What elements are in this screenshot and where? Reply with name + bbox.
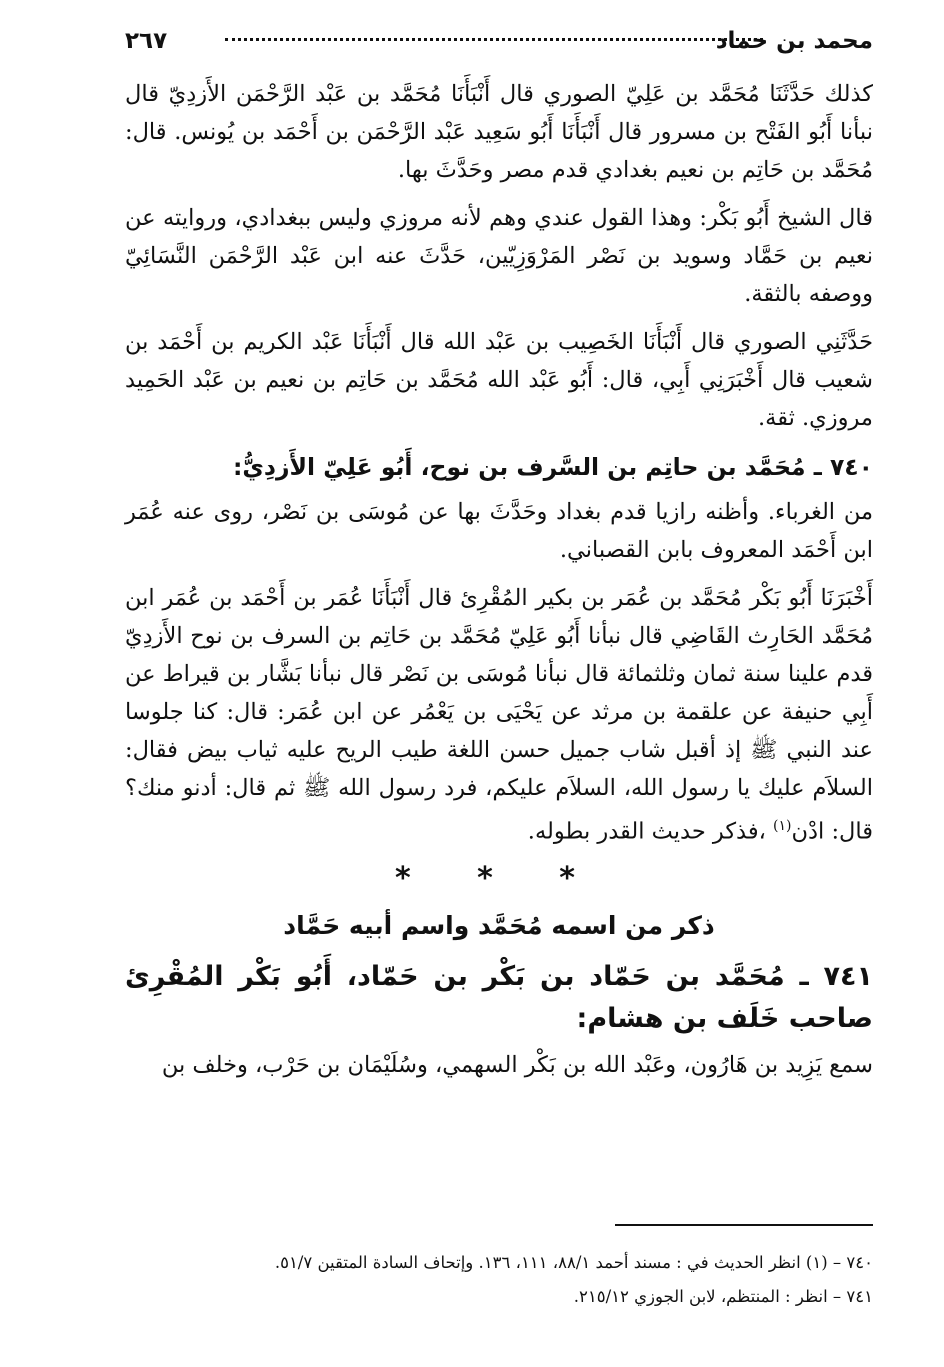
section-ornament: * * * [395, 860, 603, 896]
paragraph-5 [125, 579, 873, 851]
leader-dots [225, 38, 763, 41]
paragraph-1: كذلك حَدَّثَنَا مُحَمَّد بن عَلِيّ الصوري قال أَنْبَأَنَا مُحَمَّد بن عَبْد الرَّحْمَن الأَزدِيّ قال نبأنا أَبُو الفَتْح بن مسرور قال أَنْبَأَنَا أَبُو سَعِيد عَبْد الرَّحْمَن بن أَحْمَد بن يُونس. قال: مُحَمَّد بن حَاتِم بن نعيم بغدادي قدم مصر وحَدَّثَ بها. [125, 81, 873, 183]
footnote-marker: (١) [773, 818, 792, 834]
footnote-740: ٧٤٠ – (١) انظر الحديث في : مسند أحمد ٨٨/١، ١١١، ١٣٦. وإتحاف السادة المتقين ٥١/٧. [274, 1253, 873, 1272]
paragraph-2: قال الشيخ أَبُو بَكْر: وهذا القول عندي وهم لأنه مروزي وليس ببغدادي، وروايته عن نعيم بن حَمَّاد وسويد بن نَصْر المَرْوَزِيّين، حَدَّثَ عنه ابن عَبْد الرَّحْمَن النَّسَائِيّ ووصفه بالثقة. [125, 205, 873, 307]
page-number: ٢٦٧ [125, 28, 168, 54]
footnote-separator [615, 1224, 873, 1226]
entry-heading-740: ٧٤٠ ـ مُحَمَّد بن حاتِم بن السَّرف بن نوح، أَبُو عَلِيّ الأَزدِيُّ: [232, 453, 873, 481]
paragraph-6: سمع يَزِيد بن هَارُون، وعَبْد الله بن بَكْر السهمي، وسُلَيْمَان بن حَرْب، وخلف بن [161, 1051, 873, 1078]
section-title: ذكر من اسمه مُحَمَّد واسم أبيه حَمَّاد [283, 910, 715, 940]
footnote-741: ٧٤١ – انظر : المنتظم، لابن الجوزي ٢١٥/١٢. [573, 1287, 873, 1306]
entry-heading-741: ٧٤١ ـ مُحَمَّد بن حَمّاد بن بَكْر بن حَمّاد، أَبُو بَكْر المُقْرِئ صاحب خَلَف بن هشام: [125, 960, 873, 1034]
paragraph-4: من الغرباء. وأظنه رازيا قدم بغداد وحَدَّثَ بها عن مُوسَى بن نَصْر، روى عنه عُمَر ابن أَحْمَد المعروف بابن القصباني. [125, 499, 873, 563]
running-title: محمد بن حماد [715, 28, 873, 54]
footnotes [125, 1246, 873, 1314]
book-page [125, 26, 873, 1094]
paragraph-5-text: أَخْبَرَنَا أَبُو بَكْر مُحَمَّد بن عُمَر بن بكير المُقْرِئ قال أَنْبَأَنَا عُمَر بن أَحْمَد بن عُمَر ابن مُحَمَّد الحَارِث القَاضِي قال نبأنا أَبُو عَلِيّ مُحَمَّد بن حَاتِم بن السرف بن نوح الأَزدِيّ قدم علينا سنة ثمان وثلثمائة قال نبأنا مُوسَى بن نَصْر قال نبأنا بَشَّار بن قيراط عن أَبِي حنيفة عن علقمة بن مرثد عن يَحْيَى بن يَعْمُر عن ابن عُمَر: قال: كنا جلوسا عند النبي ﷺ إذ أقبل شاب جميل حسن اللغة طيب الريح عليه ثياب بيض فقال: السلاَم عليك يا رسول الله، السلاَم عليكم، فرد رسول الله ﷺ ثم قال: أدنو منك؟ قال: ادْن [125, 585, 873, 845]
running-header [125, 26, 873, 67]
paragraph-5-end: ،فذكر حديث القدر بطوله. [527, 818, 766, 845]
paragraph-3: حَدَّثَنِي الصوري قال أَنْبَأَنَا الخَصِيب بن عَبْد الله قال أَنْبَأَنَا عَبْد الكريم بن أَحْمَد بن شعيب قال أَخْبَرَنِي أَبِي، قال: أَبُو عَبْد الله مُحَمَّد بن حَاتِم بن نعيم بن عَبْد الحَمِيد مروزي. ثقة. [125, 329, 873, 431]
